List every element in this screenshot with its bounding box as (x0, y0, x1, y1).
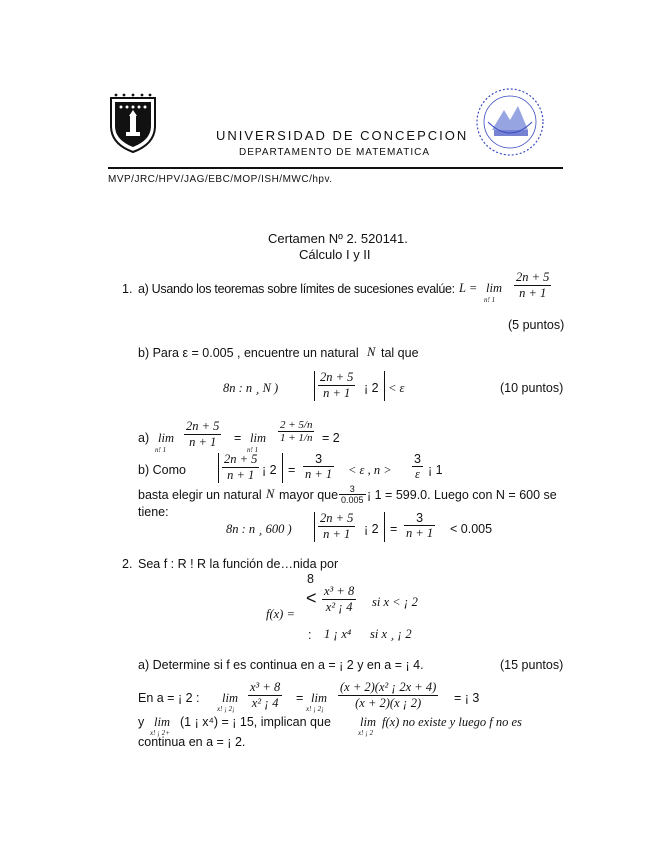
solution-d-fraction (318, 511, 355, 542)
solution-c-text4: tiene: (138, 505, 169, 519)
solution-a-fraction (184, 419, 221, 450)
problem-2a-points: (15 puntos) (500, 658, 564, 672)
solution-c-text1: basta elegir un natural (138, 488, 262, 502)
sol2-lim-sub: x! ¡ 2¡ (217, 705, 235, 713)
abs-bar-left (314, 371, 315, 401)
solution-a-lim: lim (158, 431, 174, 445)
problem-1b-tail: tal que (381, 346, 419, 360)
header-rule (108, 167, 563, 169)
solution-c-frac-den: 0.005 (341, 495, 364, 505)
solution-c-N: N (266, 487, 275, 501)
exam-subtitle: Cálculo I y II (299, 247, 371, 262)
solution-a-result: = 2 (322, 431, 340, 445)
solution-b-fraction3 (412, 452, 423, 482)
solution-b-fraction (222, 452, 259, 483)
solution-b-ineq: < ε , n > (348, 463, 392, 477)
solution-b-num2: 3 (303, 452, 334, 467)
abs-bar-right (384, 371, 385, 401)
sol2-den2: (x + 2)(x ¡ 2) (355, 696, 422, 710)
abs-bar-left (314, 512, 315, 542)
problem-1a-points: (5 puntos) (508, 318, 565, 332)
case1-condition: si x < ¡ 2 (372, 595, 418, 609)
problem-1a-L: L = (459, 281, 478, 295)
solution-a-lim-sub: n! 1 (155, 446, 167, 454)
solution-c-text3: ¡ 1 = 599.0. Luego con N = 600 se (367, 488, 557, 502)
problem-2-number: 2. (122, 557, 133, 571)
problem-1-number: 1. (122, 282, 133, 296)
problem-1a-den: n + 1 (519, 286, 547, 300)
problem-1b-N: N (367, 345, 376, 359)
sol2-line1-pre: En a = ¡ 2 : (138, 691, 200, 705)
problem-1b-quantifier: 8n : n ¸ N ) (223, 381, 279, 395)
sol2-line2-lim2: lim (360, 715, 376, 729)
problem-1b-fraction (318, 370, 355, 401)
solution-b-minus: ¡ 2 (262, 463, 277, 477)
exam-title: Certamen Nº 2. 520141. (268, 231, 408, 246)
brace-top: 8 (307, 572, 314, 586)
solution-b-tail: ¡ 1 (428, 463, 443, 477)
university-shield-logo (108, 92, 158, 154)
solution-d-eq: = (390, 522, 398, 536)
solution-a-label: a) (138, 431, 150, 445)
abs-bar-left (218, 453, 219, 483)
sol2-line2-lim-sub: x! ¡ 2+ (150, 729, 170, 737)
problem-1b-num: 2n + 5 (320, 370, 354, 384)
department-name: DEPARTAMENTO DE MATEMATICA (239, 147, 431, 158)
case1-num: x³ + 8 (324, 584, 355, 598)
problem-1a-fraction (514, 270, 551, 301)
authors-line: MVP/JRC/HPV/JAG/EBC/MOP/ISH/MWC/hpv. (108, 174, 333, 185)
sol2-line2-y: y (138, 715, 145, 729)
sol2-num: x³ + 8 (250, 680, 281, 694)
solution-d-den2: n + 1 (406, 526, 434, 540)
solution-b-num3: 3 (414, 452, 421, 466)
solution-d-minus: ¡ 2 (364, 522, 379, 536)
solution-d-quantifier: 8n : n ¸ 600 ) (226, 522, 292, 536)
brace-bot: : (308, 628, 312, 642)
problem-1a-num: 2n + 5 (516, 270, 550, 284)
sol2-line3: continua en a = ¡ 2. (138, 735, 246, 749)
solution-d-fraction2 (404, 511, 435, 541)
solution-a-den2: 1 + 1/n (280, 432, 313, 444)
problem-2a-statement: a) Determine si f es continua en a = ¡ 2 y en a = ¡ 4. (138, 658, 424, 672)
sol2-den: x² ¡ 4 (251, 696, 279, 710)
problem-1a-lim: lim (486, 281, 502, 295)
department-seal-logo (474, 86, 546, 158)
abs-bar-right (282, 453, 283, 483)
sol2-lim: lim (222, 691, 238, 705)
solution-a-den: n + 1 (189, 435, 217, 449)
sol2-fraction (248, 680, 282, 711)
solution-a-lim2-sub: n! 1 (247, 446, 259, 454)
solution-b-fraction2 (303, 452, 334, 482)
sol2-num2: (x + 2)(x² ¡ 2x + 4) (340, 680, 437, 694)
solution-d-num: 2n + 5 (320, 511, 354, 525)
solution-b-den: n + 1 (227, 468, 255, 482)
function-lhs: f(x) = (266, 607, 295, 621)
sol2-eq: = (296, 691, 304, 705)
solution-d-result: < 0.005 (450, 522, 493, 536)
solution-a-eq: = (234, 431, 242, 445)
solution-b-den2: n + 1 (305, 467, 333, 481)
sol2-line2-lim2-sub: x! ¡ 2 (358, 729, 374, 737)
solution-a-num: 2n + 5 (186, 419, 220, 433)
sol2-result: = ¡ 3 (454, 691, 480, 705)
solution-c-fraction (339, 484, 366, 505)
university-name: UNIVERSIDAD DE CONCEPCION (216, 128, 469, 143)
abs-bar-right (384, 512, 385, 542)
sol2-line2-lim: lim (154, 715, 170, 729)
problem-2-intro: Sea f : R ! R la función de…nida por (138, 557, 339, 571)
solution-c-text2: mayor que (279, 488, 339, 502)
sol2-line2-expr: (1 ¡ x⁴) = ¡ 15, implican que (180, 715, 331, 729)
solution-b-num: 2n + 5 (224, 452, 258, 466)
solution-b-eq: = (288, 463, 296, 477)
sol2-lim2: lim (311, 691, 327, 705)
problem-1b-minus: ¡ 2 (364, 381, 379, 395)
solution-d-num2: 3 (404, 511, 435, 526)
problem-1a-statement: a) Usando los teoremas sobre límites de sucesiones evalúe: (138, 282, 455, 296)
problem-1b-den: n + 1 (323, 386, 351, 400)
case1-den: x² ¡ 4 (325, 600, 353, 614)
solution-a-fraction2 (278, 419, 314, 444)
solution-c-frac-num: 3 (339, 484, 366, 495)
sol2-fraction2 (338, 680, 438, 711)
solution-b-label: b) Como (138, 463, 186, 477)
case2-condition: si x ¸ ¡ 2 (370, 627, 412, 641)
brace-mid: < (306, 588, 317, 608)
problem-1a-lim-sub: n! 1 (484, 296, 496, 304)
case2-expression: 1 ¡ x⁴ (324, 627, 352, 641)
problem-1b-statement: b) Para ε = 0.005 , encuentre un natural (138, 346, 359, 360)
solution-a-num2: 2 + 5/n (280, 419, 313, 431)
problem-1b-points: (10 puntos) (500, 381, 564, 395)
sol2-lim2-sub: x! ¡ 2¡ (306, 705, 324, 713)
problem-1b-lt: < ε (388, 381, 405, 395)
solution-a-lim2: lim (250, 431, 266, 445)
solution-b-den3: ε (415, 467, 420, 481)
solution-d-den: n + 1 (323, 527, 351, 541)
sol2-line2-tail: f(x) no existe y luego f no es (382, 715, 522, 729)
case1-fraction (322, 584, 356, 615)
